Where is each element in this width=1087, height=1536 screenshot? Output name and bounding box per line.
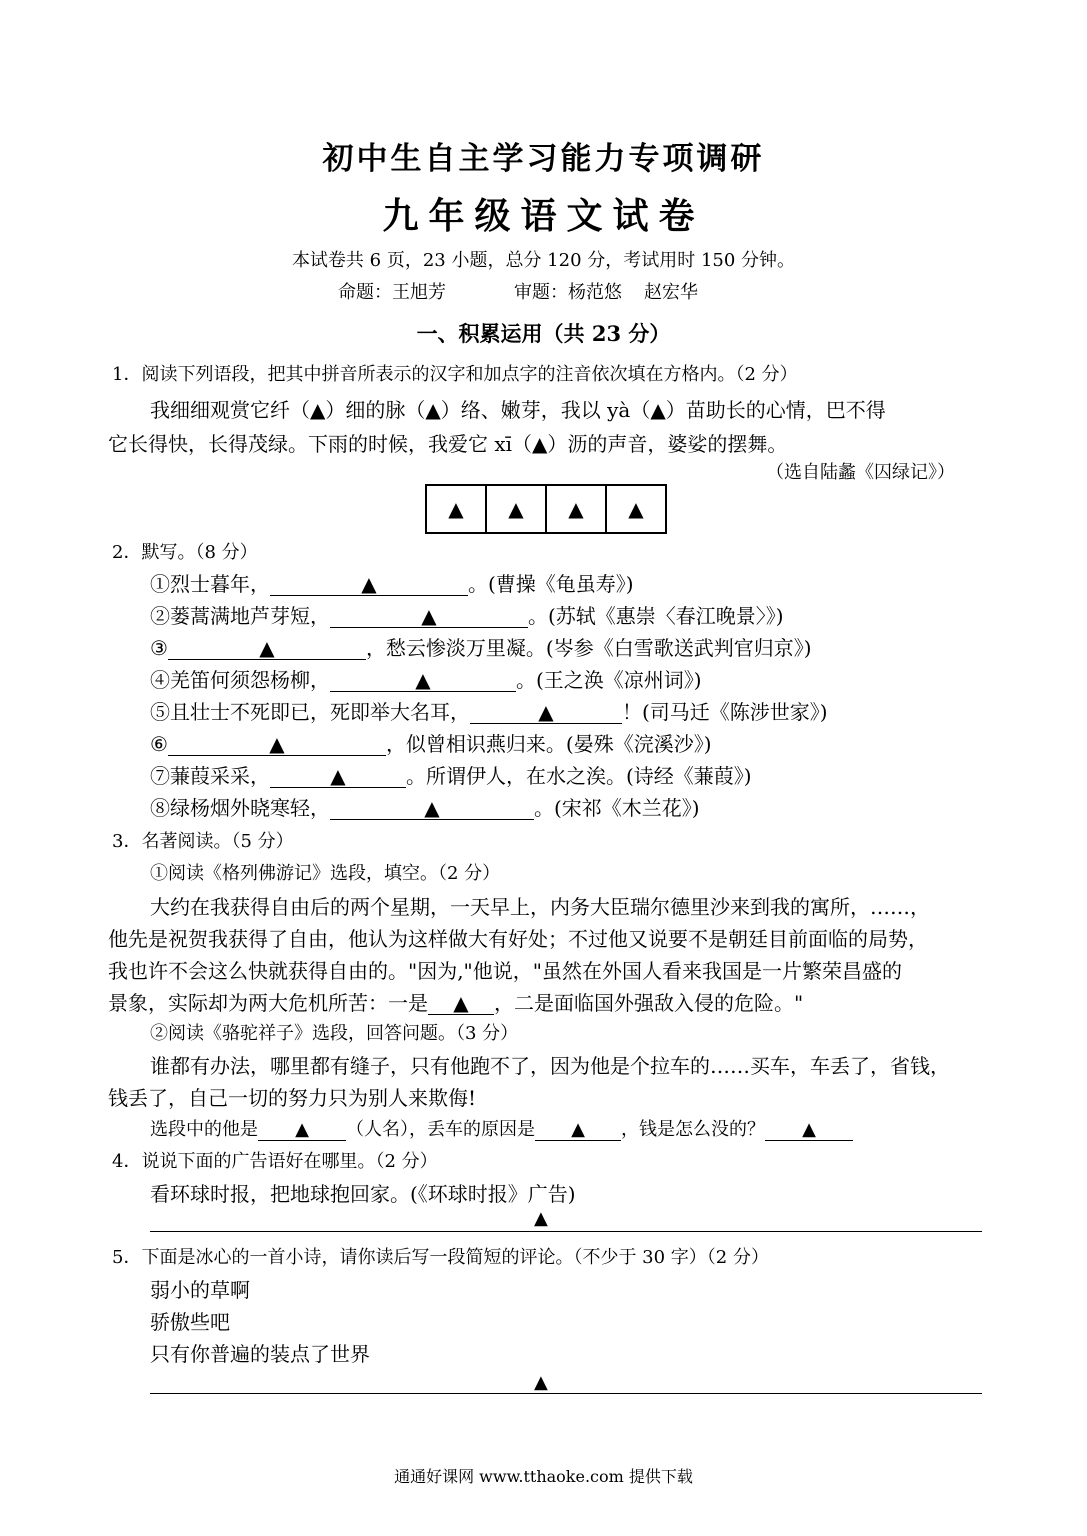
line-text: （人名），丢车的原因是 [346,1119,535,1140]
line-text: ，愁云惨淡万里凝。(岑参《白雪歌送武判官归京》) [365,636,812,660]
answer-blank[interactable]: ▲ [270,766,406,788]
q1-answer-grid [427,484,667,534]
line-text: 。(宋祁《木兰花》) [534,796,700,820]
q2-line-2 [150,600,784,629]
answer-marker: ▲ [534,1208,548,1229]
reviewer-label: 审题： [514,282,568,303]
q3-passage-line4 [108,987,803,1016]
line-text: ！(司马迁《陈涉世家》) [622,700,828,724]
line-text: ⑤且壮士不死即已，死即举大名耳， [150,700,470,724]
q3-prompt: 3．名著阅读。（5 分） [112,831,294,852]
q3-question [150,1115,853,1141]
answer-blank[interactable]: ▲ [258,1121,346,1141]
q2-line-7 [150,760,752,789]
q3-sub1: ①阅读《格列佛游记》选段，填空。（2 分） [150,863,501,884]
q2-line-4 [150,664,702,693]
answer-blank[interactable]: ▲ [330,670,516,692]
line-text: 。(苏轼《惠崇〈春江晚景〉》) [528,604,784,628]
q5-prompt: 5．下面是冰心的一首小诗，请你读后写一段简短的评论。（不少于 30 字）（2 分） [112,1247,769,1268]
q2-line-1 [150,568,634,597]
section-heading: 一、积累运用（共 23 分） [416,321,671,346]
q5-answer-line[interactable] [150,1393,982,1394]
answer-blank[interactable]: ▲ [330,606,528,628]
line-text: ，似曾相识燕归来。(晏殊《浣溪沙》) [385,732,712,756]
q4-answer-line[interactable] [150,1231,982,1232]
answer-blank[interactable]: ▲ [270,574,468,596]
q2-line-8 [150,792,700,821]
reviewer-name-1: 杨范悠 [568,282,622,303]
q3-passage-line1: 大约在我获得自由后的两个星期，一天早上，内务大臣瑞尔德里沙来到我的寓所，……， [150,895,930,919]
q3-passage-line6: 钱丢了，自己一切的努力只为别人来欺侮! [108,1086,477,1110]
answer-blank[interactable]: ▲ [428,993,494,1015]
answer-blank[interactable]: ▲ [470,702,622,724]
exam-info: 本试卷共 6 页，23 小题，总分 120 分，考试用时 150 分钟。 [291,250,796,271]
q4-prompt: 4．说说下面的广告语好在哪里。（2 分） [112,1151,438,1172]
line-text: 选段中的他是 [150,1119,258,1140]
line-text: ⑧绿杨烟外晓寒轻， [150,796,330,820]
line-text: 。所谓伊人，在水之涘。(诗经《蒹葭》) [406,764,752,788]
line-text: ，钱是怎么没的？ [621,1119,765,1140]
answer-blank[interactable]: ▲ [168,638,366,660]
line-text: ，二是面临国外强敌入侵的危险。" [494,991,804,1015]
page-footer: 通通好课网 www.tthaoke.com 提供下载 [394,1467,693,1486]
answer-cell[interactable]: ▲ [545,484,607,534]
line-text: ⑥ [150,732,168,756]
q3-passage-line3: 我也许不会这么快就获得自由的。"因为,"他说，"虽然在外国人看来我国是一片繁荣昌盛的 [108,959,902,983]
line-text: 景象，实际却为两大危机所苦：一是 [108,991,428,1015]
answer-blank[interactable]: ▲ [765,1121,853,1141]
q2-line-5 [150,696,828,725]
answer-blank[interactable]: ▲ [330,798,534,820]
q2-prompt: 2．默写。（8 分） [112,542,258,563]
exam-title-line1: 初中生自主学习能力专项调研 [322,141,765,177]
poem-line: 只有你普遍的装点了世界 [150,1342,370,1366]
q4-ad-text: 看环球时报，把地球抱回家。(《环球时报》广告) [150,1182,576,1206]
answer-blank[interactable]: ▲ [535,1121,621,1141]
q3-sub2: ②阅读《骆驼祥子》选段，回答问题。（3 分） [150,1023,519,1044]
answer-blank[interactable]: ▲ [168,734,386,756]
poem-line: 弱小的草啊 [150,1278,250,1302]
line-text: 。(曹操《龟虽寿》) [468,572,634,596]
proposer-label: 命题： [338,282,392,303]
line-text: ②蒌蒿满地芦芽短， [150,604,330,628]
exam-authors [338,278,708,304]
line-text: ①烈士暮年， [150,572,270,596]
line-text: 。(王之涣《凉州词》) [516,668,702,692]
q1-source: （选自陆蠡《囚绿记》） [766,462,955,483]
answer-cell[interactable]: ▲ [425,484,487,534]
line-text: ④羌笛何须怨杨柳， [150,668,330,692]
q3-passage-line5: 谁都有办法，哪里都有缝子，只有他跑不了，因为他是个拉车的……买车，车丢了，省钱， [150,1054,950,1078]
q3-passage-line2: 他先是祝贺我获得了自由，他认为这样做大有好处；不过他又说要不是朝廷目前面临的局势， [108,927,928,951]
line-text: ⑦蒹葭采采， [150,764,270,788]
exam-title-line2: 九年级语文试卷 [382,195,705,237]
answer-marker: ▲ [534,1372,548,1393]
q2-line-6 [150,728,712,757]
answer-cell[interactable]: ▲ [485,484,547,534]
answer-cell[interactable]: ▲ [605,484,667,534]
line-text: ③ [150,636,168,660]
poem-line: 骄傲些吧 [150,1310,230,1334]
proposer-name: 王旭芳 [392,282,446,303]
q2-line-3 [150,632,812,661]
q1-passage-line2: 它长得快，长得茂绿。下雨的时候，我爱它 xī（▲）沥的声音，婆娑的摆舞。 [108,432,788,456]
q1-passage-line1: 我细细观赏它纤（▲）细的脉（▲）络、嫩芽，我以 yà（▲）苗助长的心情，巴不得 [150,398,886,422]
reviewer-name-2: 赵宏华 [644,282,698,303]
q1-prompt: 1．阅读下列语段，把其中拼音所表示的汉字和加点字的注音依次填在方格内。（2 分） [112,364,798,385]
